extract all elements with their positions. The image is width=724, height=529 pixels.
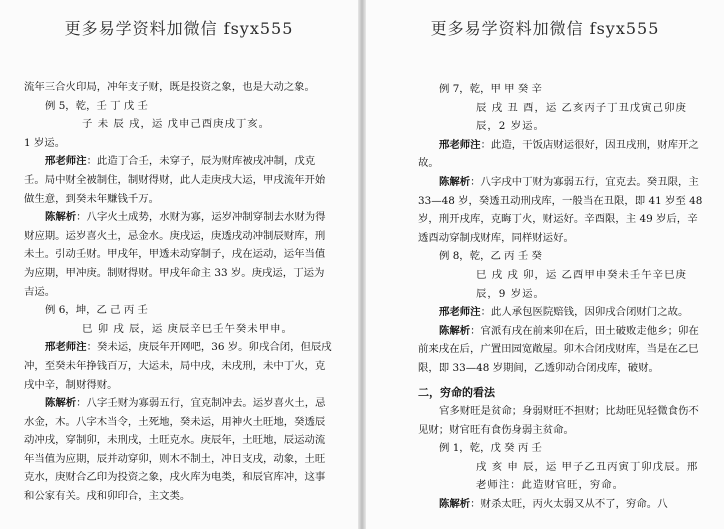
chart-pillars-line: 辰 戌 丑 酉，运 乙亥丙子丁丑戊寅己卯庚辰，2 岁运。 [476, 101, 687, 133]
annotation-text: ：八字壬财为寡弱五行，宜克制冲去。运岁喜火土，忌水金，木。八字木当令，土死地，癸未运，用神火土旺地，癸透辰动冲戌，穿制卯，未刑戌，土旺克水。庚辰年，土旺地，辰运动流年当值为应期，辰并动穿卯，则木不制土，冲日支戌，动象，土旺克水，庚财合乙印为投资之象，戌火库为电类，和辰官库冲，这事和公家有关。戌和卯印合，主文类。 [24, 397, 326, 503]
chart-pillars-line: 戌 亥 申 辰，运 甲子乙丑丙寅丁卯戊辰。邢老师注：此造财官旺，穷命。 [476, 460, 699, 492]
annotation-label: 邢老师注 [45, 155, 87, 168]
chart-pillars-line: 巳 卯 戌 辰，运 庚辰辛巳壬午癸未甲申。 [82, 322, 293, 335]
text-line: 例 7，乾，甲 甲 癸 辛 [439, 83, 542, 95]
annotated-paragraph [24, 152, 334, 208]
annotated-paragraph [418, 303, 706, 322]
annotated-paragraph [418, 173, 706, 247]
annotated-paragraph [418, 136, 706, 173]
annotation-label: 陈解析 [45, 397, 77, 410]
annotated-paragraph [418, 322, 706, 378]
chart-pillars-line: 巳 戌 戌 卯，运 乙酉甲申癸未壬午辛巳庚辰，9 岁运。 [476, 268, 687, 300]
annotation-text: ：癸未运，庚辰年开网吧，36 岁。卯戌合闭，但辰戌冲，至癸未年挣钱百万，大运未，局中戌，未戌刑，未中丁火，克戌中辛，制财得财。 [24, 341, 332, 391]
annotation-text: ：财杀太旺，丙火太弱又从不了，穷命。八 [470, 498, 668, 511]
annotation-text: ：此造丁合壬，未穿子，辰为财库被戌冲制，戊克壬。局中财全被制住，制财得财，此人走庚戌大运，甲戌流年开始做生意，到癸未年赚钱千万。 [24, 155, 326, 205]
annotation-label: 邢老师注 [45, 341, 87, 354]
annotated-paragraph [418, 495, 706, 514]
annotation-label: 邢老师注 [439, 138, 481, 151]
annotation-label: 陈解析 [439, 324, 471, 337]
right-page [366, 0, 724, 529]
book-gutter [358, 0, 366, 529]
annotation-text: ：八字火土成势，水财为寡，运岁冲制穿制去水财为得财应期。运岁喜火土，忌金水。庚戌运，庚透戌动冲制辰财库，刑未土。引动壬财。甲戌年，甲透未动穿制子，戌在运动，运年当值为应期，甲冲庚。制财得财。甲戌年命主 33 岁。庚戌运，丁运为吉运。 [24, 211, 326, 298]
text-line: 例 8，乾，乙 丙 壬 癸 [439, 250, 542, 263]
annotation-label: 邢老师注 [439, 306, 481, 319]
text-line: 例 6，坤，乙 己 丙 壬 [45, 304, 148, 317]
chart-pillars-line: 子 未 辰 戌，运 戊申己酉庚戌丁亥。 [82, 118, 271, 131]
section-heading: 二，穷命的看法 [418, 385, 495, 399]
left-page [0, 0, 358, 529]
text-line: 例 5，乾，壬 丁 戊 壬 [45, 99, 148, 112]
annotation-text: ：官派有戌在前来卯在后，田土破败走他乡；卯在前来戌在后，广置田园宽敞屋。卯木合闭戌财库，当是在乙巳限，即 33—48 岁期间，乙透卯动合闭戌库，破财。 [418, 324, 699, 374]
right-page-body [418, 80, 706, 514]
text-line: 例 1，乾，戊 癸 丙 壬 [439, 442, 542, 455]
text-line: 流年三合火印局，冲年支子财，既是投资之象，也是大动之象。 [24, 81, 315, 93]
annotation-text: ：八字戌中丁财为寡弱五行，宜克去。癸丑限，主 33—48 岁，癸透丑动刑戌库，一般当在丑限，即 41 岁至 48 岁，刑开戌库，克晦丁火，财运好。辛酉限，主 49 岁后，辛透酉动穿制戌财库，同样财运好。 [418, 175, 703, 244]
left-page-body [24, 78, 334, 506]
text-line: 1 岁运。 [24, 136, 66, 149]
annotation-label: 陈解析 [439, 498, 471, 511]
annotated-paragraph [24, 208, 334, 301]
annotation-text: ：此造，干饭店财运很好，因丑戌刑，财库开之故。 [418, 138, 699, 170]
text-line: 官多财旺是贫命；身弱财旺不担财；比劫旺见轻微食伤不见财；财官旺有食伤身弱主贫命。 [418, 405, 699, 436]
annotated-paragraph [24, 338, 334, 394]
annotation-label: 陈解析 [45, 211, 77, 224]
page-header: 更多易学资料加微信 fsyx555 [430, 19, 660, 38]
page-header: 更多易学资料加微信 fsyx555 [64, 19, 294, 38]
annotation-text: ：此人承包医院赔钱，因卯戌合闭财门之故。 [480, 306, 689, 319]
annotated-paragraph [24, 394, 334, 506]
annotation-label: 陈解析 [439, 175, 471, 188]
